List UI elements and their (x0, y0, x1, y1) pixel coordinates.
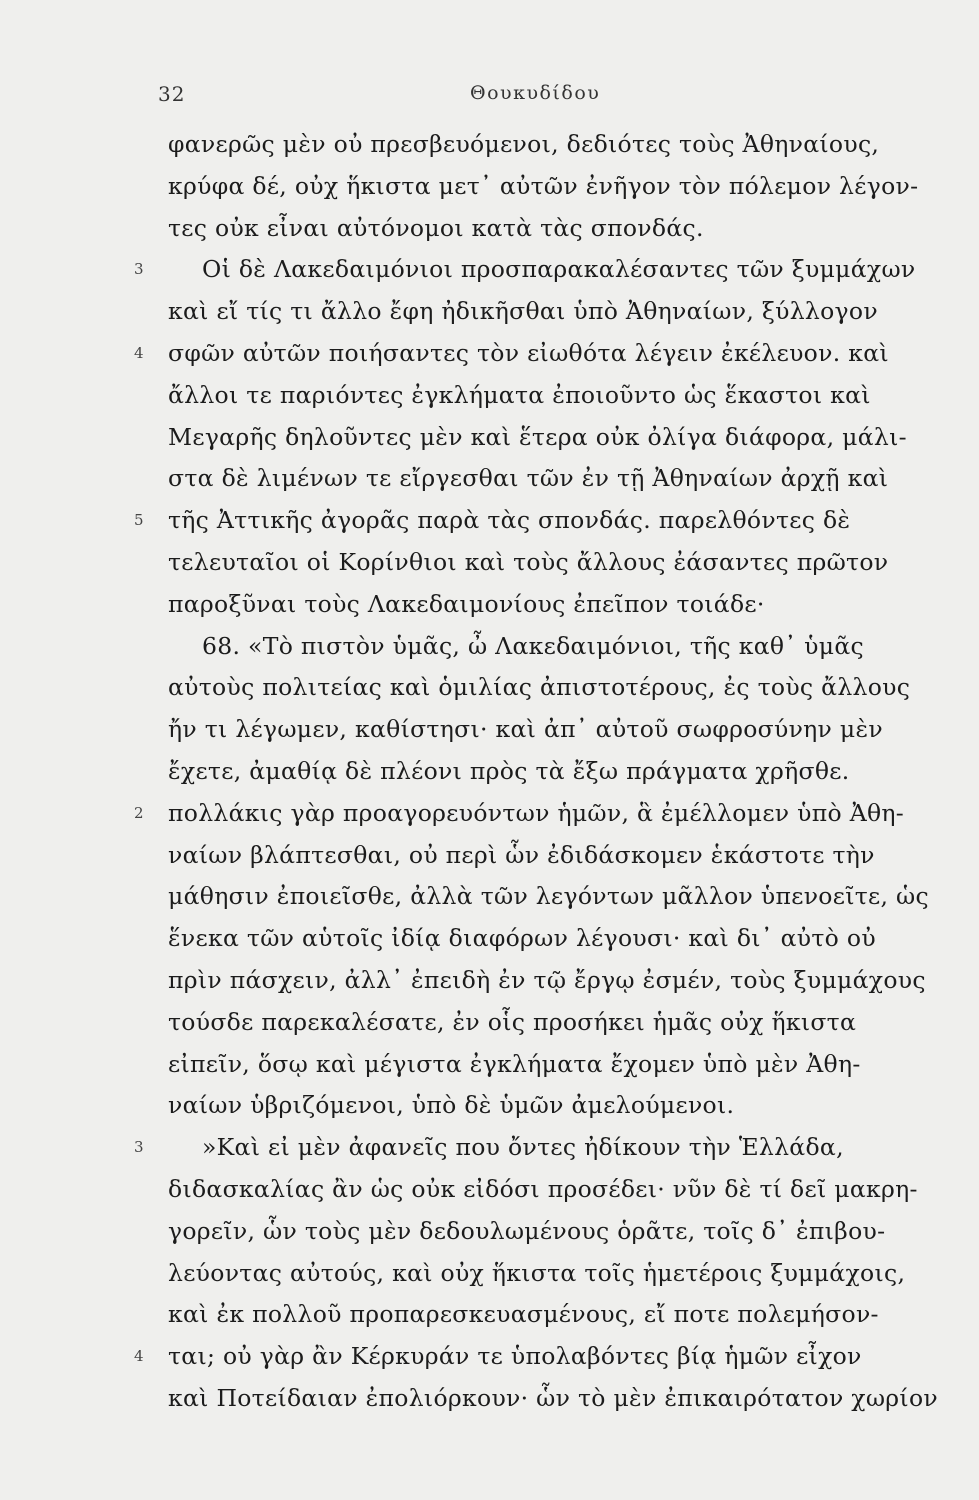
text-line (168, 417, 928, 459)
text-line (134, 793, 928, 835)
line-text: »Καὶ εἰ μὲν ἀφανεῖς που ὄντες ἠδίκουν τὴν Ἑλλάδα, (202, 1133, 844, 1162)
line-text: παροξῦναι τοὺς Λακεδαιμονίους ἐπεῖπον τοιάδε· (168, 589, 765, 618)
text-line (168, 1044, 928, 1086)
text-line (168, 709, 928, 751)
text-line (168, 751, 928, 793)
line-text: ἤν τι λέγωμεν, καθίστησι· καὶ ἀπ᾽ αὐτοῦ σωφροσύνην μὲν (168, 715, 883, 744)
line-text: καὶ ἐκ πολλοῦ προπαρεσκευασμένους, εἴ ποτε πολεμήσον- (168, 1300, 879, 1329)
line-text: εἰπεῖν, ὅσῳ καὶ μέγιστα ἐγκλήματα ἔχομεν ὑπὸ μὲν Ἀθη- (168, 1049, 861, 1078)
section-number: 3 (134, 260, 144, 279)
line-text: κρύφα δέ, οὐχ ἥκιστα μετ᾽ αὐτῶν ἐνῆγον τὸν πόλεμον λέγον- (168, 171, 919, 200)
line-text: καὶ Ποτείδαιαν ἐπολιόρκουν· ὧν τὸ μὲν ἐπικαιρότατον χωρίον (168, 1383, 938, 1412)
page-header (0, 82, 979, 118)
text-line (134, 1127, 928, 1169)
line-text: τῆς Ἀττικῆς ἀγορᾶς παρὰ τὰς σπονδάς. παρελθόντες δὲ (168, 506, 851, 535)
page-number: 32 (158, 82, 186, 106)
text-line (168, 291, 928, 333)
line-text: σφῶν αὐτῶν ποιήσαντες τὸν εἰωθότα λέγειν ἐκέλευον. καὶ (168, 338, 889, 367)
section-number: 5 (134, 511, 144, 530)
line-text: ἕνεκα τῶν αὑτοῖς ἰδίᾳ διαφόρων λέγουσι· καὶ δι᾽ αὐτὸ οὐ (168, 924, 876, 953)
text-line (168, 1253, 928, 1295)
line-text: ἄλλοι τε παριόντες ἐγκλήματα ἐποιοῦντο ὡς ἕκαστοι καὶ (168, 380, 871, 409)
text-line (134, 249, 928, 291)
line-text: λεύοντας αὐτούς, καὶ οὐχ ἥκιστα τοῖς ἡμετέροις ξυμμάχοις, (168, 1258, 906, 1287)
line-text: ναίων ὑβριζόμενοι, ὑπὸ δὲ ὑμῶν ἀμελούμενοι. (168, 1091, 735, 1120)
text-line (168, 1085, 928, 1127)
text-line (168, 458, 928, 500)
line-text: διδασκαλίας ἂν ὡς οὐκ εἰδόσι προσέδει· νῦν δὲ τί δεῖ μακρη- (168, 1174, 918, 1203)
text-line (168, 208, 928, 250)
text-line (168, 1211, 928, 1253)
text-line (168, 542, 928, 584)
line-text: 68. «Τὸ πιστὸν ὑμᾶς, ὦ Λακεδαιμόνιοι, τῆς καθ᾽ ὑμᾶς (202, 631, 864, 660)
line-text: τούσδε παρεκαλέσατε, ἐν οἷς προσήκει ἡμᾶς οὐχ ἥκιστα (168, 1007, 857, 1036)
text-line (168, 876, 928, 918)
line-text: φανερῶς μὲν οὐ πρεσβευόμενοι, δεδιότες τοὺς Ἀθηναίους, (168, 130, 880, 158)
line-text: στα δὲ λιμένων τε εἴργεσθαι τῶν ἐν τῇ Ἀθηναίων ἀρχῇ καὶ (168, 464, 889, 493)
line-text: γορεῖν, ὧν τοὺς μὲν δεδουλωμένους ὁρᾶτε, τοῖς δ᾽ ἐπιβου- (168, 1216, 886, 1245)
text-line (168, 124, 928, 166)
line-text: τες οὐκ εἶναι αὐτόνομοι κατὰ τὰς σπονδάς. (168, 213, 704, 242)
text-line (168, 626, 928, 668)
line-text: Μεγαρῆς δηλοῦντες μὲν καὶ ἕτερα οὐκ ὀλίγα διάφορα, μάλι- (168, 422, 907, 451)
section-number: 4 (134, 1347, 144, 1366)
text-line (168, 960, 928, 1002)
text-line (168, 1378, 938, 1420)
line-text: τελευταῖοι οἱ Κορίνθιοι καὶ τοὺς ἄλλους ἐάσαντες πρῶτον (168, 547, 889, 576)
text-line (168, 1294, 928, 1336)
text-line (168, 667, 928, 709)
line-text: πρὶν πάσχειν, ἀλλ᾽ ἐπειδὴ ἐν τῷ ἔργῳ ἐσμέν, τοὺς ξυμμάχους (168, 965, 926, 994)
text-line (168, 375, 928, 417)
line-text: αὐτοὺς πολιτείας καὶ ὁμιλίας ἀπιστοτέρους, ἐς τοὺς ἄλλους (168, 673, 911, 702)
text-line (168, 918, 928, 960)
section-number: 2 (134, 803, 144, 822)
section-number: 3 (134, 1138, 144, 1157)
line-text: ται; οὐ γὰρ ἂν Κέρκυράν τε ὑπολαβόντες βίᾳ ἡμῶν εἶχον (168, 1342, 862, 1371)
line-text: ἔχετε, ἀμαθίᾳ δὲ πλέονι πρὸς τὰ ἔξω πράγματα χρῆσθε. (168, 756, 850, 785)
text-line (168, 584, 928, 626)
text-line (168, 835, 928, 877)
body-text (134, 124, 938, 1420)
text-line (168, 166, 928, 208)
line-text: ναίων βλάπτεσθαι, οὐ περὶ ὧν ἐδιδάσκομεν ἑκάστοτε τὴν (168, 840, 875, 869)
line-text: Οἱ δὲ Λακεδαιμόνιοι προσπαρακαλέσαντες τῶν ξυμμάχων (202, 255, 916, 284)
line-text: καὶ εἴ τίς τι ἄλλο ἔφη ἠδικῆσθαι ὑπὸ Ἀθηναίων, ξύλλογον (168, 297, 878, 326)
text-line (134, 500, 928, 542)
text-line (134, 1336, 928, 1378)
section-number: 4 (134, 343, 144, 362)
line-text: μάθησιν ἐποιεῖσθε, ἀλλὰ τῶν λεγόντων μᾶλλον ὑπενοεῖτε, ὡς (168, 882, 929, 911)
text-line (168, 1169, 928, 1211)
text-line (168, 1002, 928, 1044)
text-line (134, 333, 928, 375)
line-text: πολλάκις γὰρ προαγορευόντων ἡμῶν, ἃ ἐμέλλομεν ὑπὸ Ἀθη- (168, 798, 905, 827)
running-head: Θουκυδίδου (470, 82, 601, 104)
